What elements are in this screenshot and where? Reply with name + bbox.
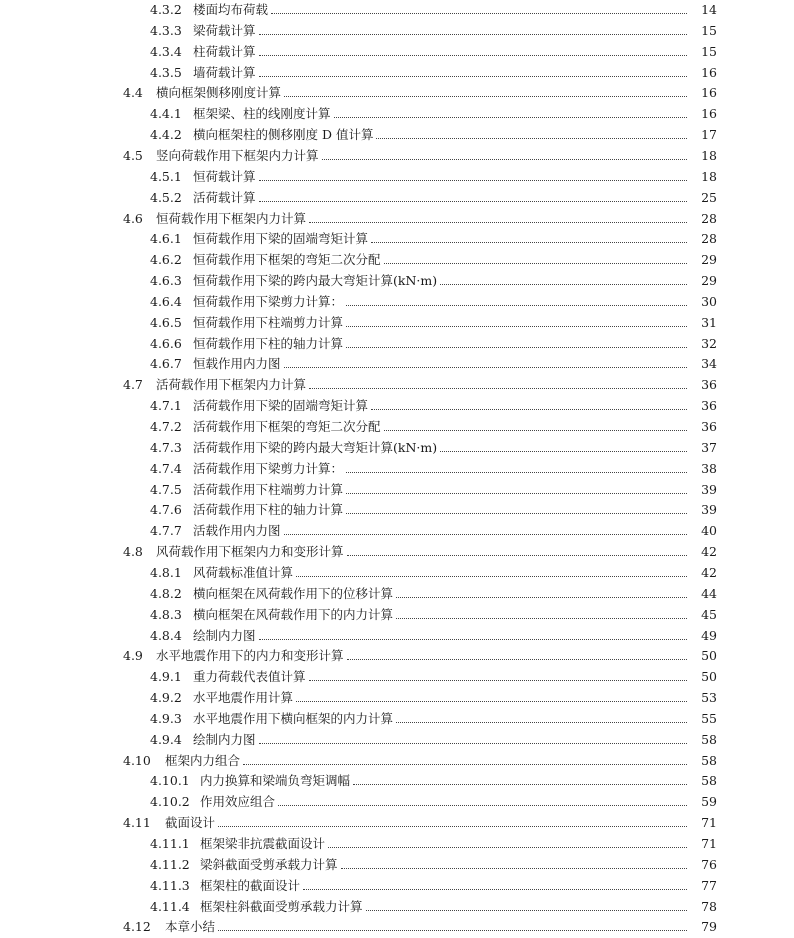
- toc-entry-title: 活载作用内力图: [193, 523, 281, 539]
- dot-leader: [353, 783, 687, 785]
- toc-entry-title: 水平地震作用计算: [193, 690, 294, 706]
- toc-entry-title: 重力荷载代表值计算: [193, 669, 306, 685]
- dot-leader: [259, 75, 687, 77]
- toc-subsection-entry[interactable]: [0, 61, 794, 81]
- toc-entry-page-number: 38: [701, 460, 717, 476]
- toc-subsection-entry[interactable]: [0, 0, 794, 18]
- toc-entry-number: 4.9.3: [150, 710, 182, 726]
- toc-entry-number: 4.10: [123, 752, 151, 768]
- dot-leader: [346, 325, 687, 327]
- toc-entry-page-number: 25: [701, 189, 717, 205]
- toc-entry-number: 4.4.1: [150, 106, 182, 122]
- dot-leader: [347, 658, 687, 660]
- toc-entry-number: 4.12: [123, 919, 151, 935]
- toc-entry-title: 恒荷载作用下梁剪力计算：: [193, 293, 344, 309]
- dot-leader: [366, 909, 687, 911]
- dot-leader: [384, 262, 687, 264]
- toc-subsection-entry[interactable]: [0, 352, 794, 372]
- toc-entry-title: 恒荷载作用下框架内力计算: [156, 210, 307, 226]
- toc-entry-number: 4.6.2: [150, 252, 182, 268]
- toc-entry-number: 4.5: [123, 147, 143, 163]
- toc-entry-page-number: 79: [701, 919, 717, 935]
- toc-entry-title: 风荷载标准值计算: [193, 564, 294, 580]
- toc-entry-page-number: 39: [701, 481, 717, 497]
- toc-subsection-entry[interactable]: [0, 728, 794, 748]
- toc-subsection-entry[interactable]: [0, 790, 794, 810]
- toc-entry-title: 截面设计: [165, 815, 216, 831]
- toc-subsection-entry[interactable]: [0, 123, 794, 143]
- dot-leader: [346, 471, 687, 473]
- toc-entry-title: 活荷载作用下柱端剪力计算: [193, 481, 344, 497]
- toc-entry-title: 绘制内力图: [193, 731, 256, 747]
- toc-entry-number: 4.8.4: [150, 627, 182, 643]
- toc-entry-page-number: 16: [701, 85, 717, 101]
- toc-entry-title: 柱荷载计算: [193, 43, 256, 59]
- toc-subsection-entry[interactable]: [0, 832, 794, 852]
- toc-entry-number: 4.6.3: [150, 273, 182, 289]
- dot-leader: [341, 867, 687, 869]
- dot-leader: [271, 12, 687, 14]
- toc-subsection-entry[interactable]: [0, 436, 794, 456]
- toc-subsection-entry[interactable]: [0, 874, 794, 894]
- toc-entry-title: 水平地震作用下横向框架的内力计算: [193, 710, 394, 726]
- toc-entry-number: 4.11.4: [150, 898, 190, 914]
- toc-subsection-entry[interactable]: [0, 603, 794, 623]
- toc-subsection-entry[interactable]: [0, 519, 794, 539]
- toc-entry-page-number: 28: [701, 210, 717, 226]
- toc-entry-page-number: 40: [701, 523, 717, 539]
- dot-leader: [296, 700, 687, 702]
- toc-entry-title: 活荷载作用下梁剪力计算：: [193, 460, 344, 476]
- toc-entry-title: 活荷载作用下框架内力计算: [156, 377, 307, 393]
- toc-subsection-entry[interactable]: [0, 165, 794, 185]
- toc-entry-number: 4.10.1: [150, 773, 190, 789]
- toc-entry-page-number: 76: [701, 856, 717, 872]
- dot-leader: [296, 575, 687, 577]
- toc-entry-title: 恒荷载作用下柱的轴力计算: [193, 335, 344, 351]
- toc-entry-page-number: 71: [701, 836, 717, 851]
- toc-subsection-entry[interactable]: [0, 895, 794, 915]
- toc-entry-title: 恒荷载作用下梁的跨内最大弯矩计算(kN·m): [193, 273, 438, 289]
- dot-leader: [347, 554, 687, 556]
- dot-leader: [396, 617, 687, 619]
- toc-subsection-entry[interactable]: [0, 186, 794, 206]
- toc-entry-number: 4.5.1: [150, 168, 182, 184]
- toc-entry-title: 恒载作用内力图: [193, 356, 281, 372]
- toc-subsection-entry[interactable]: [0, 248, 794, 268]
- dot-leader: [278, 804, 687, 806]
- toc-entry-page-number: 36: [701, 419, 717, 434]
- toc-subsection-entry[interactable]: [0, 707, 794, 727]
- dot-leader: [218, 825, 687, 827]
- toc-subsection-entry[interactable]: [0, 102, 794, 122]
- toc-subsection-entry[interactable]: [0, 227, 794, 247]
- toc-entry-page-number: 16: [701, 106, 717, 122]
- dot-leader: [309, 221, 687, 223]
- toc-subsection-entry[interactable]: [0, 665, 794, 685]
- toc-entry-number: 4.7: [123, 377, 143, 393]
- toc-entry-page-number: 36: [701, 377, 717, 393]
- toc-entry-page-number: 59: [701, 794, 717, 810]
- dot-leader: [346, 346, 687, 348]
- toc-entry-number: 4.9: [123, 648, 143, 664]
- toc-entry-title: 墙荷载计算: [193, 64, 256, 80]
- dot-leader: [396, 721, 687, 723]
- toc-entry-page-number: 37: [701, 439, 717, 455]
- toc-entry-number: 4.3.3: [150, 22, 182, 38]
- dot-leader: [346, 492, 687, 494]
- toc-entry-number: 4.9.2: [150, 690, 182, 706]
- toc-entry-page-number: 32: [701, 335, 717, 351]
- toc-entry-title: 恒荷载计算: [193, 168, 256, 184]
- dot-leader: [284, 533, 687, 535]
- toc-entry-title: 作用效应组合: [200, 794, 276, 810]
- dot-leader: [371, 408, 687, 410]
- toc-section-entry[interactable]: [0, 915, 794, 935]
- toc-entry-title: 活荷载作用下框架的弯矩二次分配: [193, 419, 381, 434]
- dot-leader: [322, 158, 687, 160]
- toc-entry-page-number: 45: [701, 606, 717, 622]
- toc-entry-title: 活荷载作用下梁的跨内最大弯矩计算(kN·m): [193, 439, 438, 455]
- toc-section-entry[interactable]: [0, 81, 794, 101]
- toc-entry-title: 活荷载作用下柱的轴力计算: [193, 502, 344, 518]
- toc-subsection-entry[interactable]: [0, 853, 794, 873]
- dot-leader: [346, 512, 687, 514]
- toc-entry-page-number: 29: [701, 273, 717, 289]
- dot-leader: [284, 95, 687, 97]
- toc-subsection-entry[interactable]: [0, 290, 794, 310]
- toc-subsection-entry[interactable]: [0, 478, 794, 498]
- toc-subsection-entry[interactable]: [0, 332, 794, 352]
- toc-entry-page-number: 58: [701, 731, 717, 747]
- toc-entry-number: 4.8.2: [150, 585, 182, 601]
- toc-entry-number: 4.5.2: [150, 189, 182, 205]
- toc-entry-number: 4.8.3: [150, 606, 182, 622]
- toc-entry-page-number: 58: [701, 752, 717, 768]
- dot-leader: [440, 283, 687, 285]
- toc-entry-number: 4.6.7: [150, 356, 182, 372]
- dot-leader: [440, 450, 687, 452]
- toc-subsection-entry[interactable]: [0, 19, 794, 39]
- dot-leader: [259, 179, 687, 181]
- toc-entry-title: 恒荷载作用下柱端剪力计算: [193, 314, 344, 330]
- toc-entry-number: 4.3.4: [150, 43, 182, 59]
- toc-entry-number: 4.6.5: [150, 314, 182, 330]
- dot-leader: [259, 33, 687, 35]
- toc-entry-number: 4.4.2: [150, 127, 182, 143]
- toc-entry-title: 内力换算和梁端负弯矩调幅: [200, 773, 351, 789]
- toc-entry-number: 4.6.4: [150, 293, 182, 309]
- toc-entry-title: 活荷载计算: [193, 189, 256, 205]
- toc-entry-title: 框架柱的截面设计: [200, 877, 301, 893]
- toc-entry-number: 4.6.6: [150, 335, 182, 351]
- toc-entry-page-number: 42: [701, 544, 717, 560]
- toc-entry-number: 4.10.2: [150, 794, 190, 810]
- toc-entry-number: 4.11.2: [150, 856, 190, 872]
- toc-section-entry[interactable]: [0, 373, 794, 393]
- dot-leader: [259, 742, 687, 744]
- toc-entry-page-number: 44: [701, 585, 717, 601]
- toc-entry-number: 4.7.3: [150, 439, 182, 455]
- toc-subsection-entry[interactable]: [0, 498, 794, 518]
- toc-entry-number: 4.11.1: [150, 836, 190, 851]
- dot-leader: [396, 596, 687, 598]
- dot-leader: [309, 387, 687, 389]
- toc-entry-page-number: 16: [701, 64, 717, 80]
- dot-leader: [259, 638, 687, 640]
- toc-entry-page-number: 28: [701, 231, 717, 247]
- toc-entry-page-number: 18: [701, 168, 717, 184]
- toc-entry-page-number: 18: [701, 147, 717, 163]
- toc-entry-number: 4.7.2: [150, 419, 182, 434]
- toc-entry-page-number: 42: [701, 564, 717, 580]
- dot-leader: [284, 366, 687, 368]
- toc-entry-title: 活荷载作用下梁的固端弯矩计算: [193, 398, 369, 414]
- dot-leader: [376, 137, 687, 139]
- toc-subsection-entry[interactable]: [0, 769, 794, 789]
- toc-subsection-entry[interactable]: [0, 394, 794, 414]
- toc-entry-page-number: 14: [701, 2, 717, 17]
- dot-leader: [309, 679, 687, 681]
- toc-entry-title: 恒荷载作用下梁的固端弯矩计算: [193, 231, 369, 247]
- toc-entry-title: 梁荷载计算: [193, 22, 256, 38]
- dot-leader: [259, 54, 687, 56]
- toc-entry-page-number: 30: [701, 293, 717, 309]
- toc-entry-page-number: 77: [701, 877, 717, 893]
- toc-entry-page-number: 15: [701, 43, 717, 59]
- toc-entry-title: 楼面均布荷载: [193, 2, 269, 17]
- toc-section-entry[interactable]: [0, 644, 794, 664]
- toc-section-entry[interactable]: [0, 144, 794, 164]
- toc-entry-page-number: 55: [701, 710, 717, 726]
- toc-entry-title: 横向框架在风荷载作用下的位移计算: [193, 585, 394, 601]
- toc-section-entry[interactable]: [0, 749, 794, 769]
- toc-entry-number: 4.7.6: [150, 502, 182, 518]
- toc-subsection-entry[interactable]: [0, 269, 794, 289]
- toc-entry-page-number: 34: [701, 356, 717, 372]
- toc-entry-title: 本章小结: [165, 919, 216, 935]
- toc-subsection-entry[interactable]: [0, 561, 794, 581]
- toc-entry-title: 恒荷载作用下框架的弯矩二次分配: [193, 252, 381, 268]
- toc-entry-page-number: 58: [701, 773, 717, 789]
- toc-entry-number: 4.9.4: [150, 731, 182, 747]
- toc-entry-number: 4.7.7: [150, 523, 182, 539]
- toc-entry-number: 4.11: [123, 815, 151, 831]
- toc-entry-page-number: 36: [701, 398, 717, 414]
- toc-entry-number: 4.9.1: [150, 669, 182, 685]
- toc-entry-title: 梁斜截面受剪承载力计算: [200, 856, 338, 872]
- toc-entry-title: 横向框架侧移刚度计算: [156, 85, 282, 101]
- toc-entry-page-number: 17: [701, 127, 717, 143]
- toc-entry-title: 框架梁、柱的线刚度计算: [193, 106, 331, 122]
- toc-entry-title: 横向框架在风荷载作用下的内力计算: [193, 606, 394, 622]
- toc-entry-title: 竖向荷载作用下框架内力计算: [156, 147, 319, 163]
- toc-entry-page-number: 71: [701, 815, 717, 831]
- toc-entry-title: 绘制内力图: [193, 627, 256, 643]
- dot-leader: [334, 116, 687, 118]
- toc-subsection-entry[interactable]: [0, 457, 794, 477]
- toc-entry-number: 4.7.1: [150, 398, 182, 414]
- toc-entry-number: 4.3.2: [150, 2, 182, 17]
- toc-entry-number: 4.7.4: [150, 460, 182, 476]
- toc-subsection-entry[interactable]: [0, 582, 794, 602]
- toc-entry-number: 4.11.3: [150, 877, 190, 893]
- toc-subsection-entry[interactable]: [0, 415, 794, 435]
- toc-entry-number: 4.3.5: [150, 64, 182, 80]
- toc-entry-title: 水平地震作用下的内力和变形计算: [156, 648, 344, 664]
- toc-entry-number: 4.6.1: [150, 231, 182, 247]
- dot-leader: [371, 241, 687, 243]
- toc-entry-number: 4.4: [123, 85, 143, 101]
- toc-subsection-entry[interactable]: [0, 40, 794, 60]
- toc-subsection-entry[interactable]: [0, 686, 794, 706]
- toc-entry-number: 4.6: [123, 210, 143, 226]
- toc-section-entry[interactable]: [0, 811, 794, 831]
- toc-entry-title: 框架柱斜截面受剪承载力计算: [200, 898, 363, 914]
- toc-entry-page-number: 29: [701, 252, 717, 268]
- toc-section-entry[interactable]: [0, 540, 794, 560]
- toc-entry-page-number: 78: [701, 898, 717, 914]
- toc-subsection-entry[interactable]: [0, 311, 794, 331]
- toc-entry-title: 风荷载作用下框架内力和变形计算: [156, 544, 344, 560]
- dot-leader: [384, 429, 687, 431]
- dot-leader: [346, 304, 687, 306]
- toc-subsection-entry[interactable]: [0, 624, 794, 644]
- toc-entry-page-number: 31: [701, 314, 717, 330]
- toc-entry-page-number: 15: [701, 22, 717, 38]
- dot-leader: [303, 888, 687, 890]
- toc-entry-page-number: 49: [701, 627, 717, 643]
- toc-entry-number: 4.7.5: [150, 481, 182, 497]
- toc-entry-title: 框架梁非抗震截面设计: [200, 836, 326, 851]
- dot-leader: [328, 846, 687, 848]
- toc-entry-number: 4.8: [123, 544, 143, 560]
- dot-leader: [218, 929, 687, 931]
- toc-entry-page-number: 53: [701, 690, 717, 706]
- toc-entry-title: 横向框架柱的侧移刚度 D 值计算: [193, 127, 374, 143]
- toc-section-entry[interactable]: [0, 207, 794, 227]
- dot-leader: [243, 763, 687, 765]
- toc-entry-number: 4.8.1: [150, 564, 182, 580]
- toc-entry-title: 框架内力组合: [165, 752, 241, 768]
- toc-entry-page-number: 50: [701, 648, 717, 664]
- dot-leader: [259, 200, 687, 202]
- toc-entry-page-number: 39: [701, 502, 717, 518]
- toc-entry-page-number: 50: [701, 669, 717, 685]
